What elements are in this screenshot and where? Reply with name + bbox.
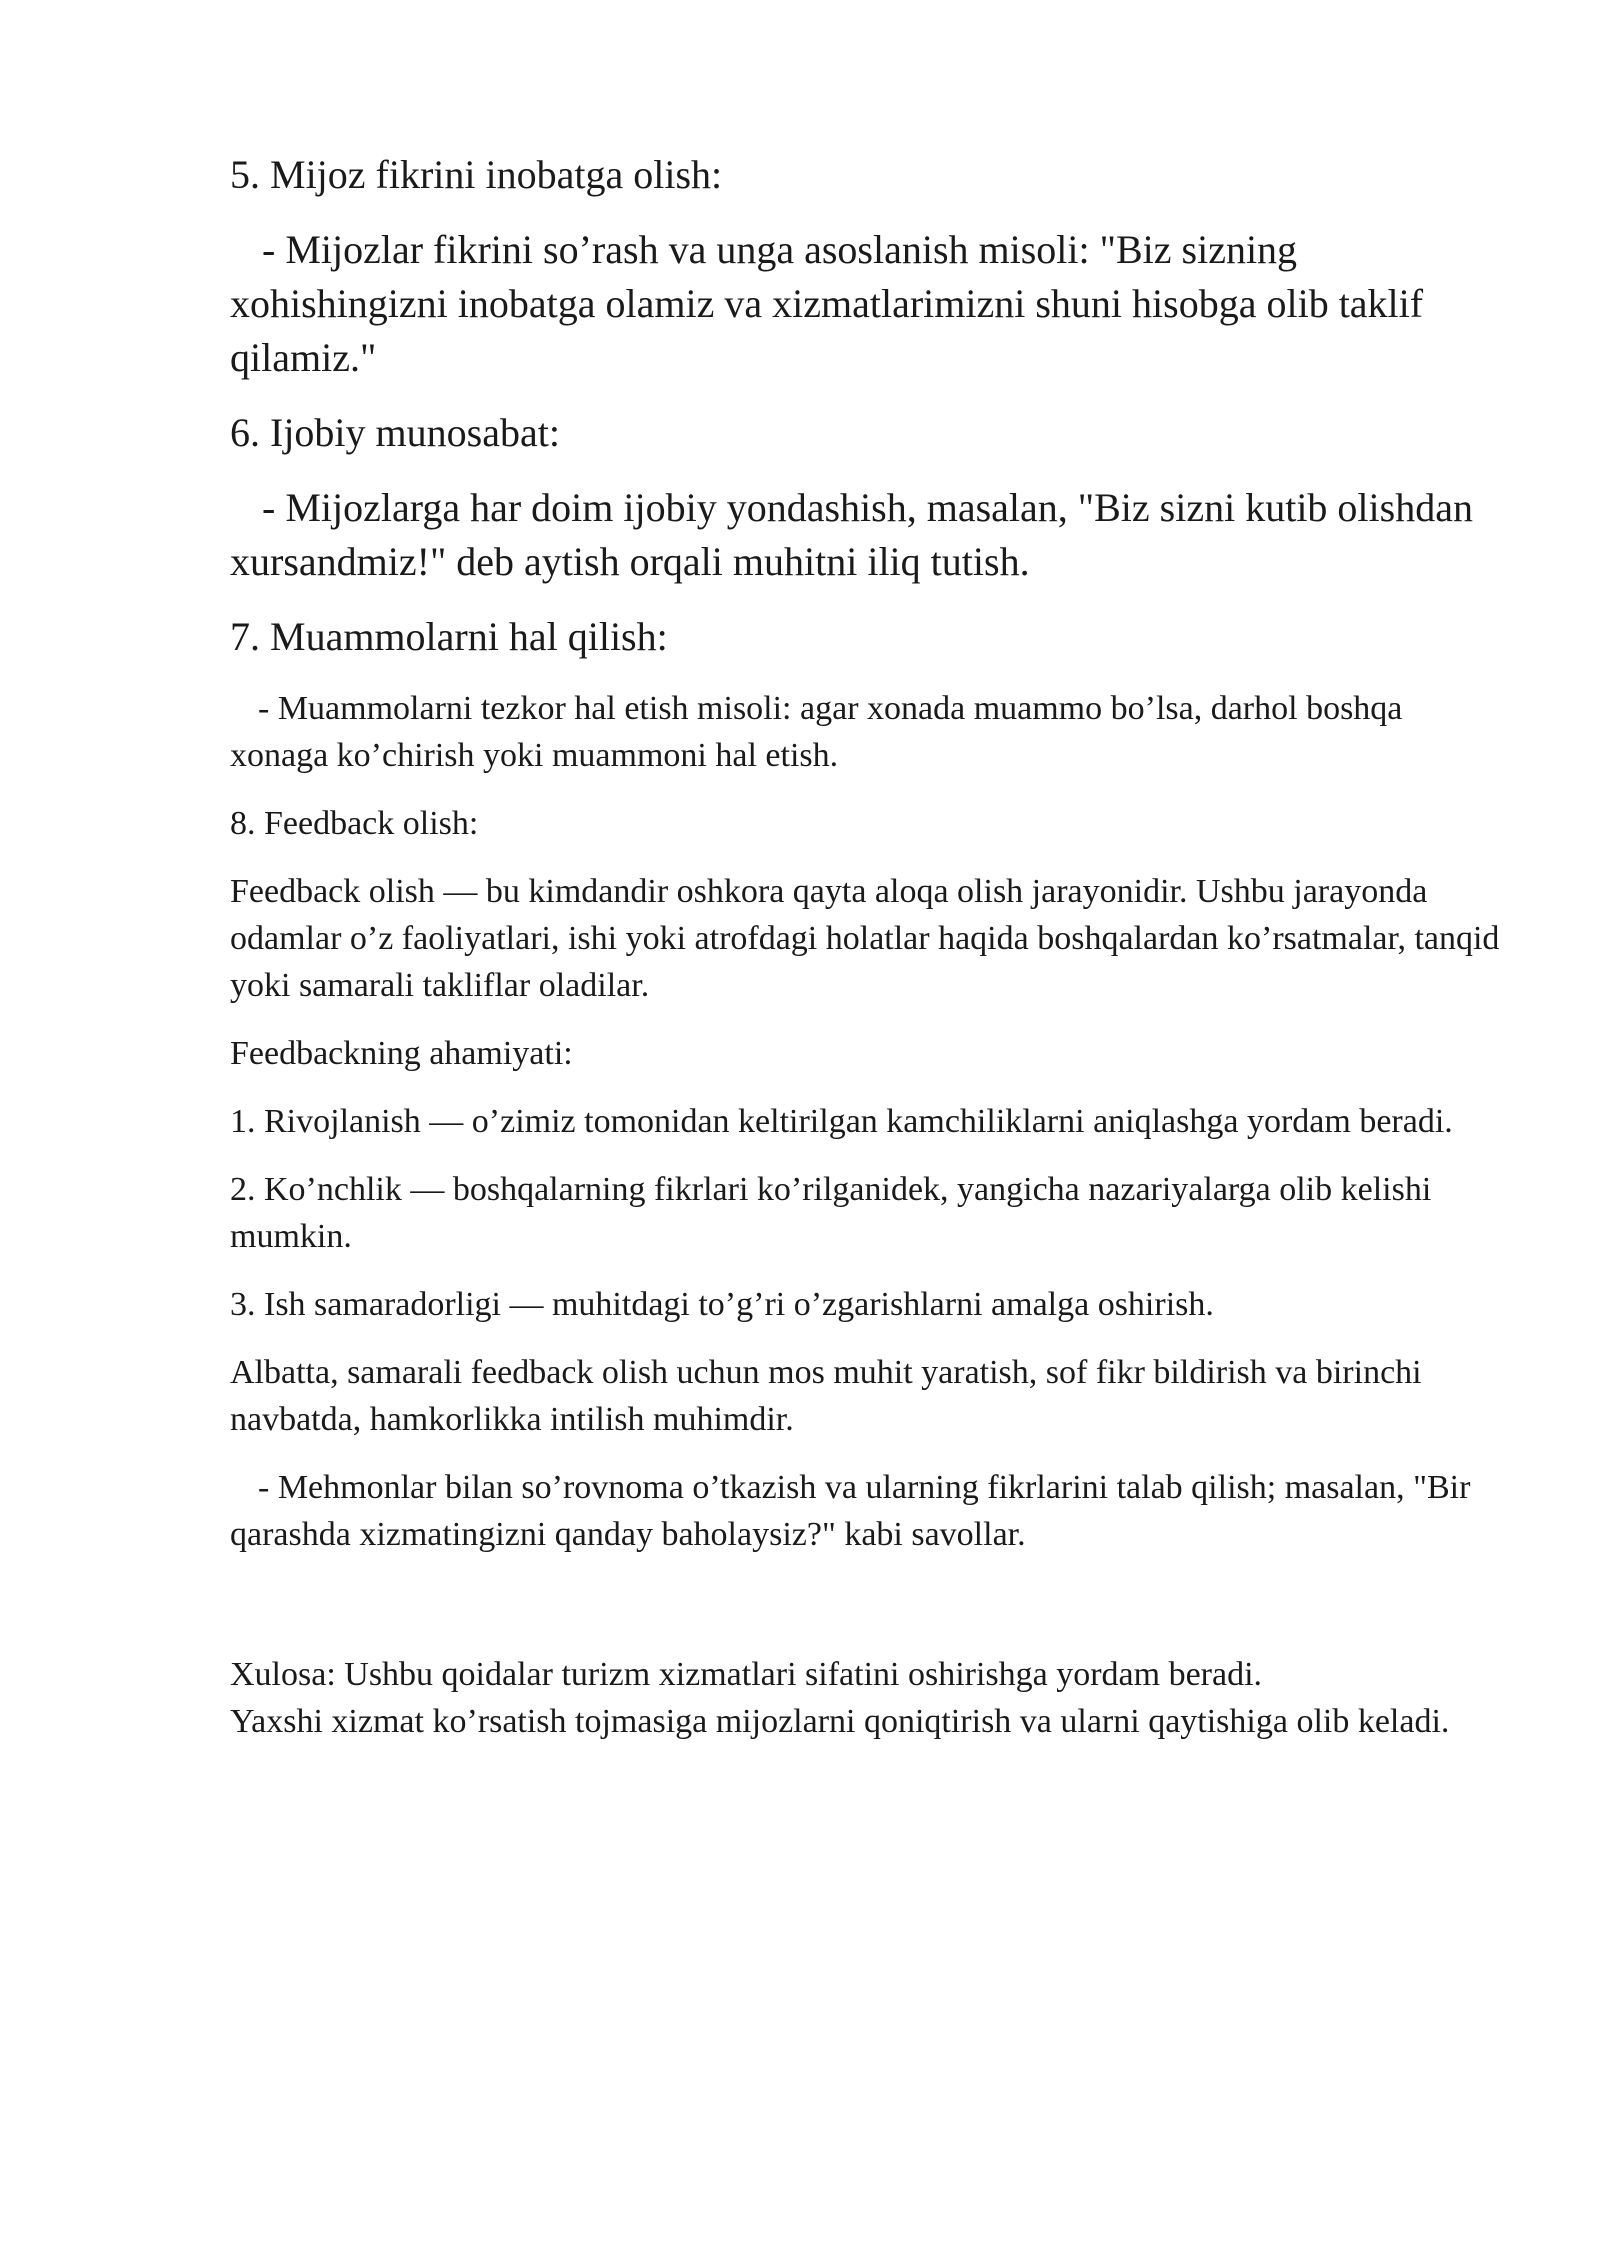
feedback-point-1: 1. Rivojlanish — o’zimiz tomonidan keltirilgan kamchiliklarni aniqlashga yordam beradi. — [230, 1103, 1453, 1140]
section-6-text: - Mijozlarga har doim ijobiy yondashish, masalan, "Biz sizni kutib olishdan xursandmiz!" deb aytish orqali muhitni iliq tutish. — [230, 485, 1473, 584]
conclusion-line-2: Yaxshi xizmat ko’rsatish tojmasiga mijozlarni qoniqtirish va ularni qaytishiga olib keladi. — [230, 1703, 1450, 1740]
conclusion — [230, 1651, 1500, 1745]
section-6-heading: 6. Ijobiy munosabat: — [230, 410, 560, 455]
feedback-point-3: 3. Ish samaradorligi — muhitdagi to’g’ri o’zgarishlarni amalga oshirish. — [230, 1286, 1214, 1323]
feedback-example: - Mehmonlar bilan so’rovnoma o’tkazish va ularning fikrlarini talab qilish; masalan, "Bir qarashda xizmatingizni qanday baholaysiz?" kabi savollar. — [230, 1469, 1471, 1553]
spacer — [230, 1579, 1500, 1651]
section-7-heading: 7. Muammolarni hal qilish: — [230, 614, 668, 659]
feedback-point-2: 2. Ko’nchlik — boshqalarning fikrlari ko’rilganidek, yangicha nazariyalarga olib kelishi mumkin. — [230, 1171, 1432, 1255]
feedback-summary: Albatta, samarali feedback olish uchun mos muhit yaratish, sof fikr bildirish va birinchi navbatda, hamkorlikka intilish muhimdir. — [230, 1354, 1422, 1438]
feedback-definition: Feedback olish — bu kimdandir oshkora qayta aloqa olish jarayonidir. Ushbu jarayonda odamlar o’z faoliyatlari, ishi yoki atrofdagi holatlar haqida boshqalardan ko’rsatmalar, tanqid yoki samarali takliflar oladilar. — [230, 873, 1500, 1004]
feedback-importance-heading: Feedbackning ahamiyati: — [230, 1035, 573, 1072]
document-body — [230, 148, 1500, 1745]
conclusion-line-1: Xulosa: Ushbu qoidalar turizm xizmatlari sifatini oshirishga yordam beradi. — [230, 1656, 1263, 1693]
section-5-text: - Mijozlar fikrini so’rash va unga asoslanish misoli: "Biz sizning xohishingizni inobatga olamiz va xizmatlarimizni shuni hisobga olib taklif qilamiz." — [230, 227, 1424, 380]
section-5-heading: 5. Mijoz fikrini inobatga olish: — [230, 152, 723, 197]
section-7-text: - Muammolarni tezkor hal etish misoli: agar xonada muammo bo’lsa, darhol boshqa xonaga ko’chirish yoki muammoni hal etish. — [230, 690, 1403, 774]
section-8-heading: 8. Feedback olish: — [230, 805, 479, 842]
